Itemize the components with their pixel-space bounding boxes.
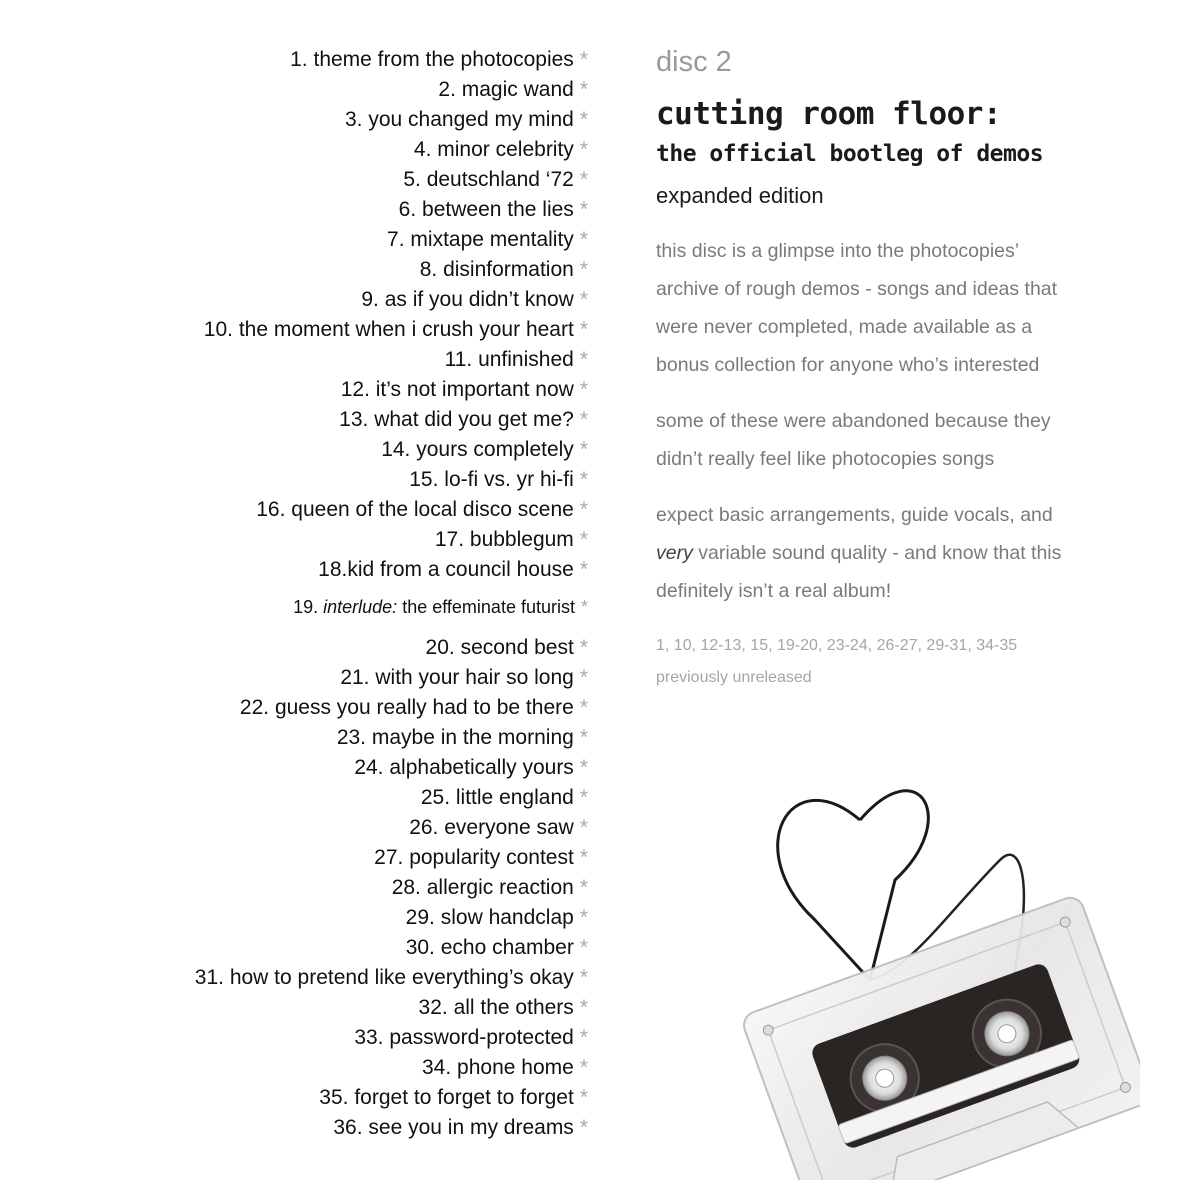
description-paragraph-3 <box>656 496 1176 610</box>
track-number: 16. <box>256 498 286 521</box>
track-row <box>28 723 588 753</box>
previously-unreleased-marker: * <box>579 906 588 929</box>
track-title: you changed my mind <box>368 108 574 131</box>
unreleased-note <box>656 630 1176 694</box>
track-number: 32. <box>418 996 448 1019</box>
track-number: 8. <box>419 258 438 281</box>
track-title: alphabetically yours <box>389 756 574 779</box>
track-row <box>28 633 588 663</box>
track-row <box>28 555 588 585</box>
track-row <box>28 1113 588 1143</box>
description-line: some of these were abandoned because they <box>656 410 1051 432</box>
track-number: 25. <box>420 786 451 809</box>
previously-unreleased-marker: * <box>579 726 588 749</box>
previously-unreleased-marker: * <box>579 498 588 521</box>
previously-unreleased-marker: * <box>579 1116 588 1139</box>
track-row <box>28 525 588 555</box>
track-row <box>28 285 588 315</box>
track-title: between the lies <box>422 198 574 221</box>
track-row <box>28 75 588 105</box>
track-row <box>28 465 588 495</box>
track-title: how to pretend like everything’s okay <box>229 966 574 989</box>
track-title: slow handclap <box>440 906 574 929</box>
track-row <box>28 592 588 622</box>
track-number: 4. <box>413 138 432 161</box>
previously-unreleased-marker: * <box>579 258 588 281</box>
previously-unreleased-marker: * <box>579 138 588 161</box>
track-number: 28. <box>391 876 421 899</box>
track-title: kid from a council house <box>347 558 574 581</box>
description-line: this disc is a glimpse into the photocopies’ <box>656 240 1020 262</box>
previously-unreleased-marker: * <box>579 846 588 869</box>
track-title: with your hair so long <box>375 666 574 689</box>
track-number: 29. <box>405 906 435 929</box>
track-row <box>28 135 588 165</box>
previously-unreleased-marker: * <box>579 408 588 431</box>
previously-unreleased-marker: * <box>579 936 588 959</box>
track-number: 19. <box>293 597 319 617</box>
track-number: 26. <box>409 816 439 839</box>
track-number: 11. <box>444 348 473 371</box>
track-number: 7. <box>387 228 405 251</box>
track-list <box>28 45 588 1143</box>
album-subtitle: the official bootleg of demos <box>656 141 1044 167</box>
track-number: 27. <box>374 846 404 869</box>
previously-unreleased-marker: * <box>579 816 588 839</box>
track-title: magic wand <box>461 78 574 101</box>
description-paragraph-2 <box>656 402 1176 478</box>
previously-unreleased-marker: * <box>579 228 588 251</box>
track-row <box>28 105 588 135</box>
description-line: definitely isn’t a real album! <box>656 580 892 602</box>
track-row <box>28 435 588 465</box>
track-title: password-protected <box>389 1026 574 1049</box>
track-number: 21. <box>340 666 370 689</box>
track-row <box>28 1053 588 1083</box>
track-row <box>28 783 588 813</box>
track-row <box>28 1083 588 1113</box>
unreleased-track-numbers: 1, 10, 12-13, 15, 19-20, 23-24, 26-27, 29-31, 34-35 <box>656 637 1018 654</box>
previously-unreleased-marker: * <box>579 438 588 461</box>
track-row <box>28 663 588 693</box>
track-row <box>28 963 588 993</box>
track-row <box>28 225 588 255</box>
track-title: what did you get me? <box>374 408 574 431</box>
edition-label: expanded edition <box>656 183 824 208</box>
track-title: popularity contest <box>409 846 574 869</box>
previously-unreleased-marker: * <box>579 696 588 719</box>
track-number: 14. <box>381 438 411 461</box>
previously-unreleased-marker: * <box>579 78 588 101</box>
track-title: lo-fi vs. yr hi-fi <box>444 468 574 491</box>
track-title: theme from the photocopies <box>313 48 574 71</box>
track-number: 24. <box>354 756 384 779</box>
track-title: queen of the local disco scene <box>291 498 574 521</box>
track-title: as if you didn’t know <box>384 288 574 311</box>
track-row <box>28 495 588 525</box>
track-title: forget to forget to forget <box>354 1086 574 1109</box>
track-row <box>28 405 588 435</box>
track-title: echo chamber <box>440 936 574 959</box>
track-title: phone home <box>457 1056 574 1079</box>
previously-unreleased-marker: * <box>579 636 588 659</box>
previously-unreleased-marker: * <box>579 288 588 311</box>
previously-unreleased-marker: * <box>579 666 588 689</box>
track-number: 18. <box>318 558 348 581</box>
previously-unreleased-marker: * <box>579 1086 588 1109</box>
track-number: 20. <box>425 636 455 659</box>
track-number: 1. <box>290 48 308 71</box>
track-row <box>28 255 588 285</box>
track-number: 2. <box>438 78 456 101</box>
track-number: 36. <box>333 1116 363 1139</box>
track-title: minor celebrity <box>437 138 574 161</box>
track-number: 35. <box>319 1086 349 1109</box>
track-title: allergic reaction <box>426 876 574 899</box>
track-title: maybe in the morning <box>371 726 574 749</box>
previously-unreleased-marker: * <box>579 876 588 899</box>
tape-heart-loop <box>778 791 929 980</box>
track-title: see you in my dreams <box>368 1116 574 1139</box>
track-number: 6. <box>398 198 417 221</box>
track-title: yours completely <box>416 438 574 461</box>
track-number: 12. <box>340 378 370 401</box>
previously-unreleased-marker: * <box>579 996 588 1019</box>
previously-unreleased-marker: * <box>579 198 588 221</box>
track-row <box>28 843 588 873</box>
track-number: 5. <box>403 168 421 191</box>
track-title: the moment when i crush your heart <box>238 318 574 341</box>
description-line: bonus collection for anyone who’s interested <box>656 354 1040 376</box>
track-number: 22. <box>239 696 270 719</box>
disc-label: disc 2 <box>656 46 732 78</box>
description-line: variable sound quality - and know that this <box>692 542 1062 564</box>
track-row <box>28 903 588 933</box>
description-line: archive of rough demos - songs and ideas that <box>656 278 1058 300</box>
previously-unreleased-marker: * <box>579 318 588 341</box>
description-line: expect basic arrangements, guide vocals, and <box>656 504 1053 526</box>
track-number: 3. <box>345 108 363 131</box>
track-title: bubblegum <box>469 528 574 551</box>
album-info <box>656 40 1176 694</box>
previously-unreleased-marker: * <box>580 597 588 617</box>
track-title: it’s not important now <box>375 378 574 401</box>
previously-unreleased-marker: * <box>579 348 588 371</box>
album-title: cutting room floor: <box>656 96 1002 132</box>
track-title: all the others <box>453 996 574 1019</box>
track-title: disinformation <box>443 258 574 281</box>
unreleased-label: previously unreleased <box>656 669 812 686</box>
previously-unreleased-marker: * <box>579 756 588 779</box>
track-row <box>28 345 588 375</box>
previously-unreleased-marker: * <box>579 1026 588 1049</box>
track-title: everyone saw <box>444 816 574 839</box>
track-number: 30. <box>405 936 435 959</box>
track-title: second best <box>460 636 574 659</box>
track-title: unfinished <box>478 348 574 371</box>
track-number: 23. <box>336 726 367 749</box>
previously-unreleased-marker: * <box>579 168 588 191</box>
track-row <box>28 165 588 195</box>
track-title: mixtape mentality <box>410 228 574 251</box>
previously-unreleased-marker: * <box>579 468 588 491</box>
track-row <box>28 1023 588 1053</box>
previously-unreleased-marker: * <box>579 786 588 809</box>
track-number: 34. <box>422 1056 452 1079</box>
track-row <box>28 315 588 345</box>
track-row <box>28 375 588 405</box>
description-paragraph-1 <box>656 232 1176 384</box>
previously-unreleased-marker: * <box>579 528 588 551</box>
track-row <box>28 813 588 843</box>
track-number: 10. <box>203 318 233 341</box>
cassette-tape-illustration <box>720 740 1140 1180</box>
track-row <box>28 873 588 903</box>
track-row <box>28 693 588 723</box>
description-line: didn’t really feel like photocopies songs <box>656 448 995 470</box>
track-row <box>28 993 588 1023</box>
previously-unreleased-marker: * <box>579 1056 588 1079</box>
track-title: the effeminate futurist <box>402 597 575 617</box>
track-number: 13. <box>339 408 369 431</box>
track-row <box>28 933 588 963</box>
previously-unreleased-marker: * <box>579 558 588 581</box>
track-number: 17. <box>434 528 465 551</box>
track-title: little england <box>455 786 574 809</box>
track-title: deutschland ‘72 <box>426 168 574 191</box>
track-row <box>28 45 588 75</box>
track-number: 31. <box>194 966 224 989</box>
description-line: were never completed, made available as a <box>656 316 1033 338</box>
track-row <box>28 753 588 783</box>
track-prefix: interlude: <box>323 597 398 617</box>
previously-unreleased-marker: * <box>579 378 588 401</box>
track-row <box>28 195 588 225</box>
track-number: 9. <box>361 288 379 311</box>
emphasis-word: very <box>656 542 693 564</box>
previously-unreleased-marker: * <box>579 48 588 71</box>
previously-unreleased-marker: * <box>579 966 588 989</box>
track-title: guess you really had to be there <box>274 696 574 719</box>
track-number: 33. <box>354 1026 384 1049</box>
track-number: 15. <box>409 468 439 491</box>
previously-unreleased-marker: * <box>579 108 588 131</box>
